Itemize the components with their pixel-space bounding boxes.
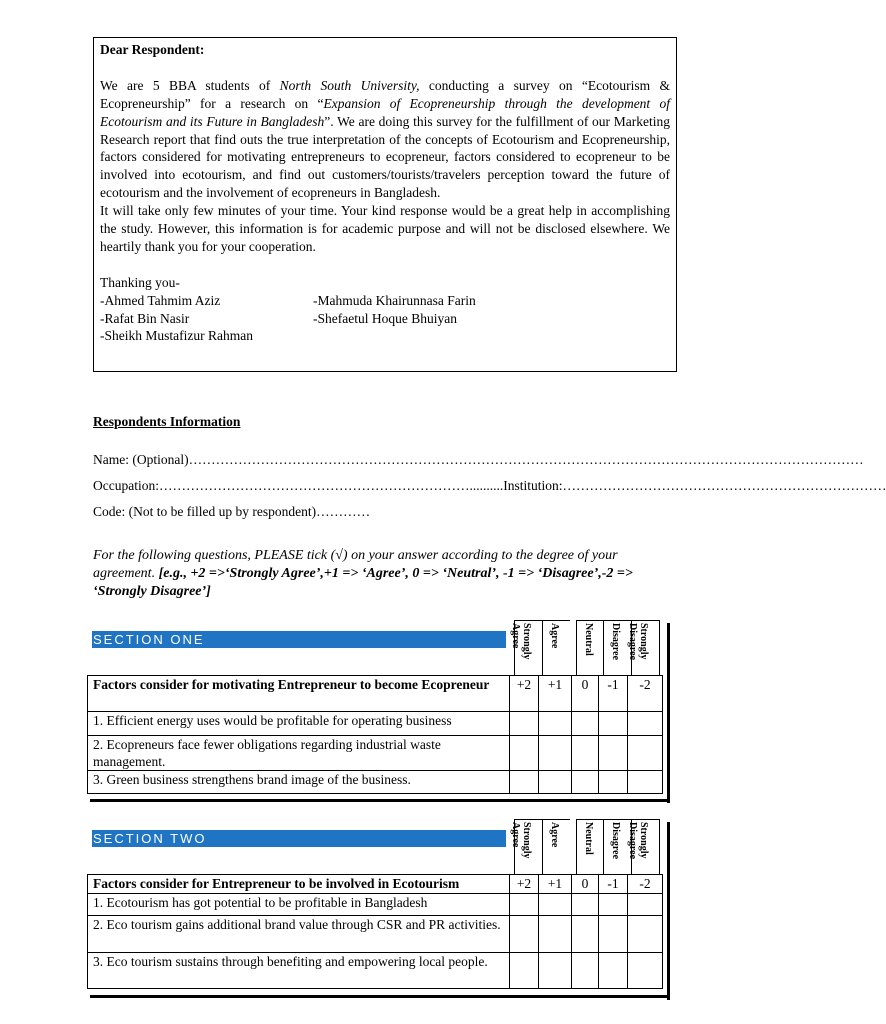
scale-value: +1 <box>539 676 572 712</box>
scale-header: Strongly Disagree <box>627 623 649 661</box>
scale-value: +2 <box>510 676 539 712</box>
question-item: 2. Eco tourism gains additional brand value through CSR and PR activities. <box>88 916 510 953</box>
answer-cell[interactable] <box>599 953 628 989</box>
answer-cell[interactable] <box>599 894 628 916</box>
scale-value: +2 <box>510 875 539 894</box>
answer-cell[interactable] <box>599 916 628 953</box>
name-field[interactable]: Name: (Optional)…………………………………………………………………………………………………………………………………… <box>93 452 864 467</box>
answer-cell[interactable] <box>572 736 599 771</box>
answer-cell[interactable] <box>510 953 539 989</box>
answer-cell[interactable] <box>572 712 599 736</box>
code-field: Code: (Not to be filled up by respondent)………… <box>93 504 371 519</box>
thanks-line: Thanking you- <box>100 274 180 290</box>
question-item: 3. Green business strengthens brand image of the business. <box>88 771 510 794</box>
answer-cell[interactable] <box>510 736 539 771</box>
scale-value: 0 <box>572 875 599 894</box>
scale-header: Strongly Agree <box>510 822 532 859</box>
scale-header: Disagree <box>610 822 621 860</box>
answer-cell[interactable] <box>628 953 663 989</box>
scale-value: +1 <box>539 875 572 894</box>
cover-letter <box>93 37 677 372</box>
answer-cell[interactable] <box>510 712 539 736</box>
answer-cell[interactable] <box>539 953 572 989</box>
answer-cell[interactable] <box>628 712 663 736</box>
answer-cell[interactable] <box>628 736 663 771</box>
scale-value: 0 <box>572 676 599 712</box>
answer-cell[interactable] <box>539 894 572 916</box>
scale-header: Strongly Agree <box>510 623 532 660</box>
answer-cell[interactable] <box>599 771 628 794</box>
signatory: -Ahmed Tahmim Aziz <box>100 292 221 308</box>
signatory: -Rafat Bin Nasir <box>100 310 190 326</box>
question-item: 2. Ecopreneurs face fewer obligations regarding industrial waste management. <box>88 736 510 771</box>
section-one-title: SECTION ONE <box>92 631 506 648</box>
section-two-title: SECTION TWO <box>92 830 506 847</box>
scale-header: Strongly Disagree <box>627 822 649 860</box>
scale-value: -1 <box>599 875 628 894</box>
answer-cell[interactable] <box>599 736 628 771</box>
question-item: 1. Ecotourism has got potential to be profitable in Bangladesh <box>88 894 510 916</box>
question-head: Factors consider for motivating Entrepreneur to become Ecopreneur <box>88 676 510 712</box>
occupation-institution-field[interactable]: Occupation:……………………………………………………………..........Institution:……………………………………………………………… <box>93 478 886 493</box>
question-head: Factors consider for Entrepreneur to be involved in Ecotourism <box>88 875 510 894</box>
scale-value: -1 <box>599 676 628 712</box>
answer-cell[interactable] <box>572 771 599 794</box>
section-two-table <box>87 874 663 989</box>
answer-cell[interactable] <box>628 916 663 953</box>
instructions: For the following questions, PLEASE tick (√) on your answer according to the degree of your agreement. [e.g., +2 =>‘Strongly Agree’,+1 => ‘Agree’, 0 => ‘Neutral’, -1 => ‘Disagree’,-2 => ‘Strongly Disagree’] <box>93 548 633 599</box>
scale-header: Neutral <box>583 822 594 855</box>
question-item: 3. Eco tourism sustains through benefiting and empowering local people. <box>88 953 510 989</box>
signatory: -Sheikh Mustafizur Rahman <box>100 328 253 344</box>
answer-cell[interactable] <box>539 736 572 771</box>
answer-cell[interactable] <box>510 916 539 953</box>
respondents-heading: Respondents Information <box>93 414 241 429</box>
scale-value: -2 <box>628 875 663 894</box>
time-paragraph: It will take only few minutes of your time. Your kind response would be a great help in accomplishing the study. However, this information is for academic purpose and will not be disclosed elsewhere. We heartily thank you for your cooperation. <box>100 203 670 254</box>
answer-cell[interactable] <box>628 894 663 916</box>
section-two <box>87 819 670 1001</box>
answer-cell[interactable] <box>599 712 628 736</box>
answer-cell[interactable] <box>572 894 599 916</box>
question-item: 1. Efficient energy uses would be profitable for operating business <box>88 712 510 736</box>
section-one-table <box>87 675 663 794</box>
answer-cell[interactable] <box>539 771 572 794</box>
answer-cell[interactable] <box>572 916 599 953</box>
scale-header: Disagree <box>610 623 621 661</box>
answer-cell[interactable] <box>510 771 539 794</box>
answer-cell[interactable] <box>510 894 539 916</box>
answer-cell[interactable] <box>628 771 663 794</box>
answer-cell[interactable] <box>572 953 599 989</box>
intro-paragraph: We are 5 BBA students of North South University, conducting a survey on “Ecotourism & Ecopreneurship” for a research on “Expansion of Ecopreneurship through the development of Ecotourism and its Future in Bangladesh”. We are doing this survey for the fulfillment of our Marketing Research report that find outs the true interpretation of the concepts of Ecotourism and Ecopreneurship, factors considered for motivating entrepreneurs to ecopreneur, factors considered to ecopreneur to be involved into ecotourism, and find out customers/tourists/travelers perception toward the future of ecotourism and the involvement of ecopreneurs in Bangladesh. <box>100 77 671 201</box>
scale-header: Agree <box>549 822 560 848</box>
signatory: -Mahmuda Khairunnasa Farin <box>313 292 476 308</box>
scale-value: -2 <box>628 676 663 712</box>
answer-cell[interactable] <box>539 916 572 953</box>
signatory: -Shefaetul Hoque Bhuiyan <box>313 310 457 326</box>
answer-cell[interactable] <box>539 712 572 736</box>
scale-header: Neutral <box>583 623 594 656</box>
scale-header: Agree <box>549 623 560 649</box>
greeting: Dear Respondent: <box>100 42 205 57</box>
section-one <box>87 620 670 805</box>
